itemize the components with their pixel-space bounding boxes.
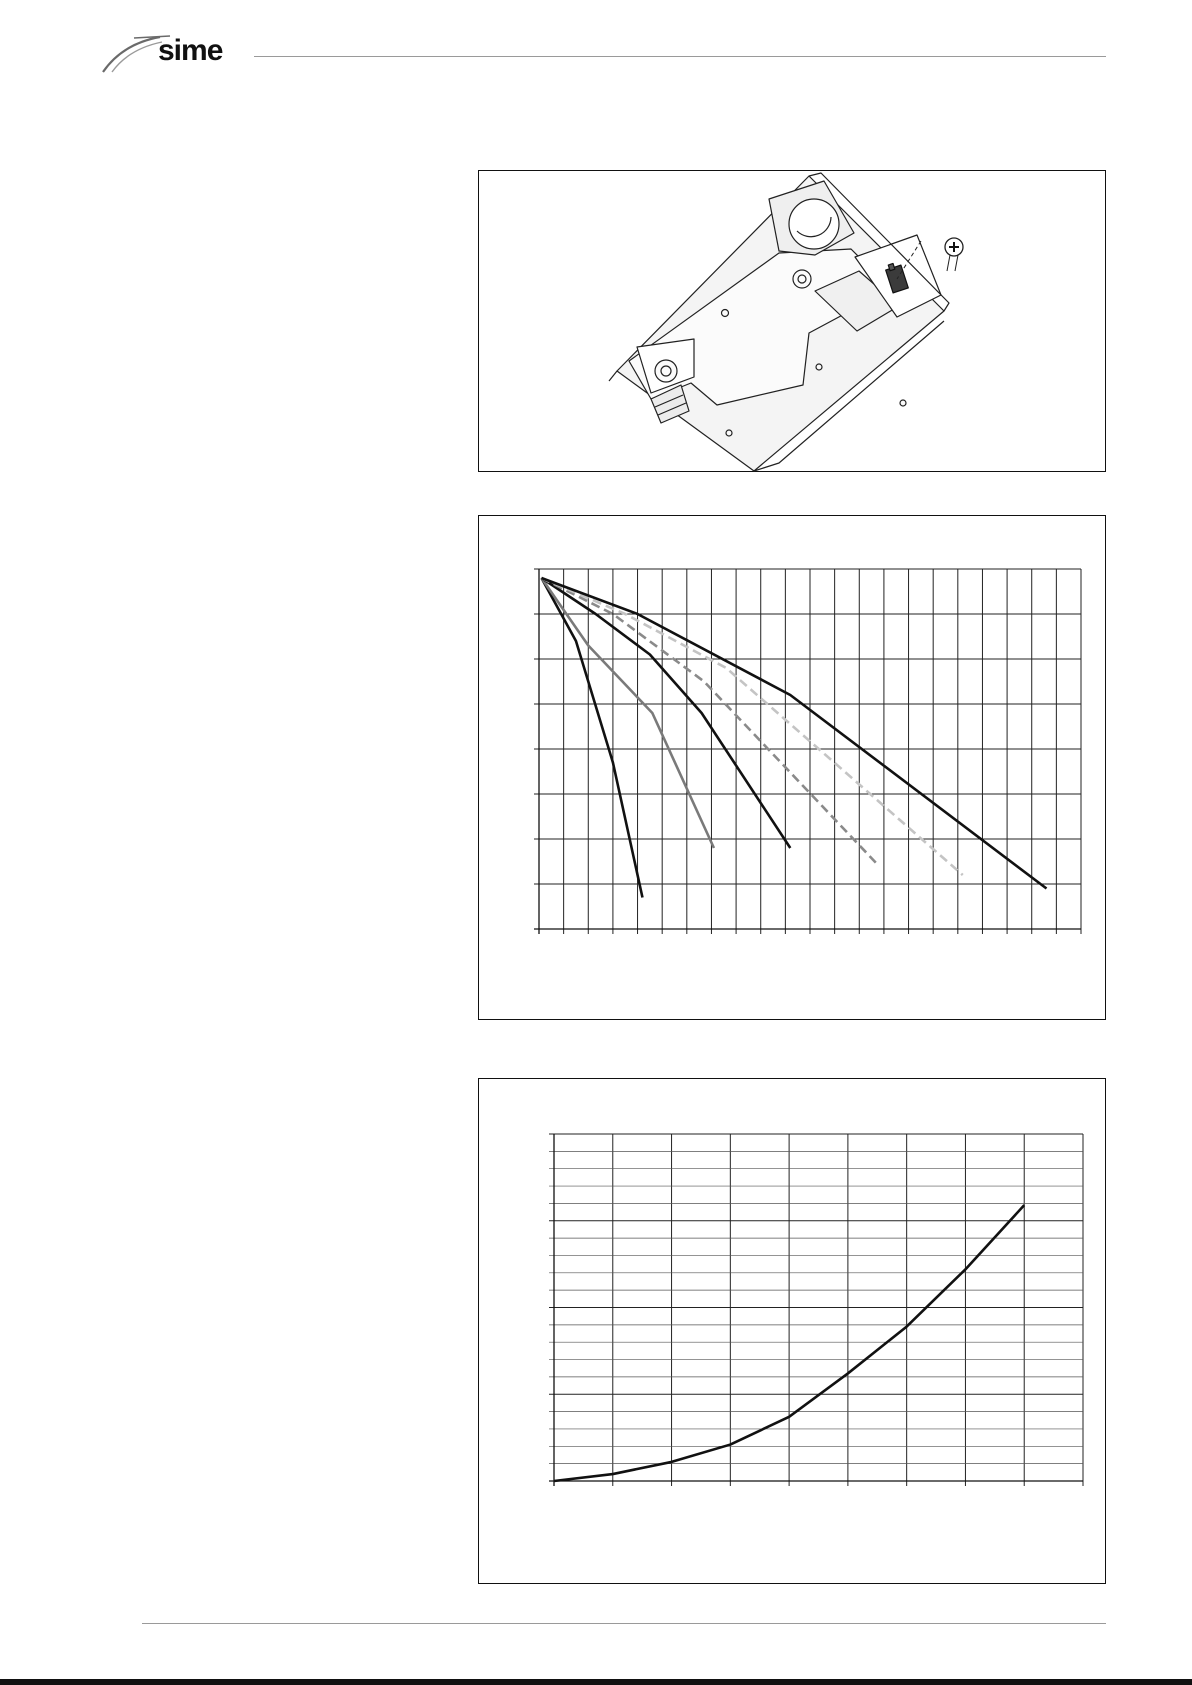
figure-control-board bbox=[478, 170, 1106, 472]
series-line-curve-3 bbox=[541, 578, 790, 848]
series-line-curve-6 bbox=[541, 578, 1046, 889]
series-line-curve-5 bbox=[541, 578, 962, 875]
series-line-curve-2 bbox=[541, 578, 713, 848]
bottom-band bbox=[0, 1679, 1192, 1685]
chart-grid bbox=[549, 1134, 1083, 1486]
chart-grid bbox=[534, 569, 1081, 934]
control-board-illustration bbox=[479, 171, 1107, 473]
figure-chart-curves bbox=[478, 515, 1106, 1020]
header-divider bbox=[254, 56, 1106, 57]
chart-curves bbox=[479, 516, 1107, 1021]
brand-wordmark: sime bbox=[158, 34, 223, 67]
footer-divider bbox=[142, 1623, 1106, 1624]
series-line-curve-4 bbox=[541, 578, 879, 866]
chart-single-curve bbox=[479, 1079, 1107, 1585]
figure-chart-single-curve bbox=[478, 1078, 1106, 1584]
brand-logo bbox=[100, 28, 250, 78]
